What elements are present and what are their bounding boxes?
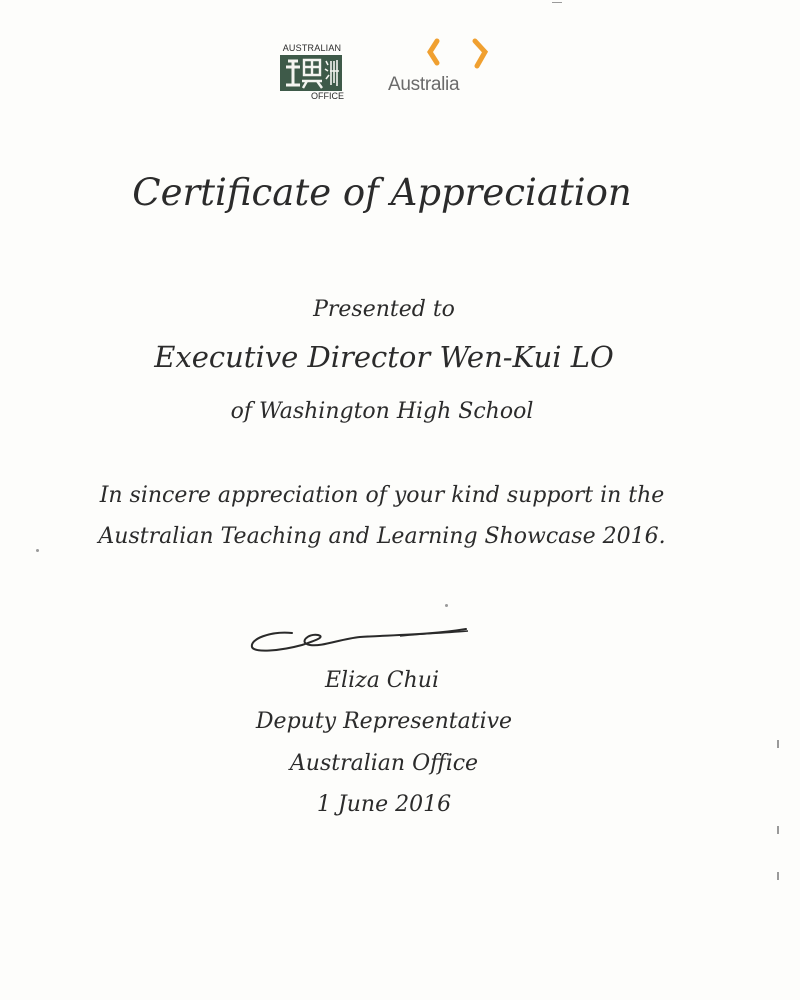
- handwritten-signature: [240, 615, 480, 665]
- scan-speck: [552, 2, 562, 3]
- recipient-school: of Washington High School: [230, 399, 534, 424]
- australia-brand-logo: [385, 38, 500, 106]
- signatory-office: Australian Office: [289, 751, 479, 776]
- australian-office-logo-top-text: AUSTRALIAN: [282, 43, 342, 53]
- presented-to-label: Presented to: [313, 297, 455, 322]
- scan-speck: [777, 740, 779, 748]
- australia-brand-word: Australia: [388, 74, 460, 95]
- certificate-title: Certificate of Appreciation: [132, 171, 632, 214]
- recipient-name: Executive Director Wen-Kui LO: [154, 340, 614, 374]
- certificate-date: 1 June 2016: [316, 792, 452, 817]
- appreciation-text-line-1: In sincere appreciation of your kind support in the: [99, 483, 665, 508]
- australia-chevrons-icon: [385, 38, 500, 78]
- australian-office-logo-emblem: [280, 55, 342, 91]
- signatory-title: Deputy Representative: [255, 709, 513, 734]
- scan-speck: [36, 549, 39, 552]
- scan-speck: [445, 604, 448, 607]
- signatory-name: Eliza Chui: [324, 668, 440, 693]
- australian-office-logo-bottom-text: OFFICE: [311, 91, 344, 101]
- appreciation-text-line-2: Australian Teaching and Learning Showcase 2016.: [98, 524, 666, 549]
- australian-office-logo: [278, 43, 346, 103]
- scan-speck: [777, 872, 779, 880]
- scan-speck: [777, 826, 779, 834]
